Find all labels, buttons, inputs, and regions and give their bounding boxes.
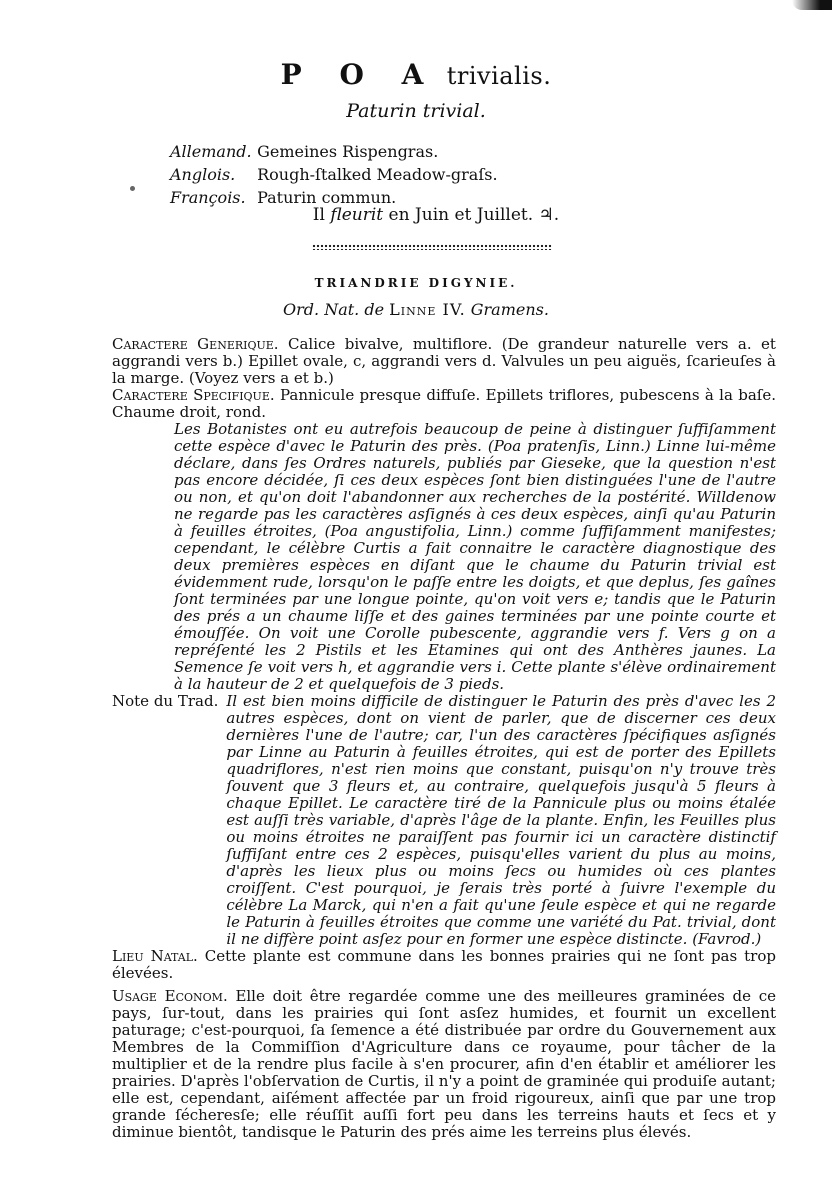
common-name: Rough-ſtalked Meadow-graſs. (257, 165, 498, 184)
family-name: Gramens. (470, 300, 549, 319)
section-label: Caractere Specifique. (112, 386, 275, 404)
note-label: Note du Trad. (112, 692, 219, 710)
dotted-divider (312, 244, 552, 250)
specific-character (112, 387, 776, 421)
native-habitat (112, 948, 776, 982)
generic-character (112, 336, 776, 387)
note-text: Il est bien moins difficile de distinguer le Paturin des près d'avec les 2 autres espèces, dont on vient de parler, que de discerner ces deux dernières l'une de l'autre; car, l'un des caractères ſpécifiques asſignés par Linne au Paturin à feuilles étroites, qui est de porter des Epillets quadriflores, n'est rien moins que constant, puisqu'on n'y trouve très ſouvent que 3 fleurs et, au contraire, quelquefois jusqu'à 5 fleurs à chaque Epillet. Le caractère tiré de la Pannicule plus ou moins étalée est auſſi très variable, d'après l'âge de la plante. Enfin, les Feuilles plus ou moins étroites ne paraiſſent pas fournir ici un caractère distinctif ſuffiſant entre ces 2 espèces, puisqu'elles varient du plus au moins, d'après les lieux plus ou moins ſecs ou humides où ces plantes croiſſent. C'est pourquoi, je ſerais très porté à ſuivre l'exemple du célèbre La Marck, qui n'en a fait qu'une ſeule espèce et qui ne regarde le Paturin à feuilles étroites que comme une variété du Pat. trivial, dont il ne diffère point asſez pour en former une espèce distincte. (Favrod.) (226, 692, 776, 948)
section-text: Cette plante est commune dans les bonnes prairies qui ne ſont pas trop élevées. (112, 947, 776, 982)
lang-label: François. (170, 188, 246, 207)
genus-name: P O A (280, 58, 438, 91)
ord-prefix: Ord. Nat. de (283, 300, 385, 319)
observation-paragraph: Les Botanistes ont eu autrefois beaucoup de peine à distinguer ſuffiſamment cette espèce d'avec le Paturin des près. (Poa pratenſis, Linn.) Linne lui-même déclare, dans ſes Ordres naturels, publiés par Gieseke, que la question n'est pas encore décidée, ſi ces deux espèces ſont bien distinguées l'une de l'autre ou non, et qu'on doit l'abandonner aux recherches de la postérité. Willdenow ne regarde pas les caractères asſignés à ces deux espèces, ainſi qu'au Paturin à feuilles étroites, (Poa angustifolia, Linn.) comme ſuffiſamment manifestes; cependant, le célèbre Curtis a fait connaitre le caractère diagnostique des deux premières espèces en diſant que le chaume du Paturin trivial est évidemment rude, lorsqu'on le paſſe entre les doigts, et que deplus, ſes gaînes ſont terminées par une longue pointe, qu'on voit vers e; tandis que le Paturin des prés a un chaume liſſe et des gaines terminées par une pointe courte et émouſſée. On voit une Corolle pubescente, aggrandie vers f. Vers g on a repréſenté les 2 Pistils et les Etamines qui ont des Anthères jaunes. La Semence ſe voit vers h, et aggrandie vers i. Cette plante s'élève ordinairement à la hauteur de 2 et quelquefois de 3 pieds. (174, 420, 776, 693)
section-text: Calice bivalve, multiflore. (De grandeur naturelle vers a. et aggrandi vers b.) Epillet ovale, c, aggrandi vers d. Valvules un peu aiguës, ſcarieuſes à la marge. (Voyez vers a et b.) (112, 335, 776, 387)
section-label: Lieu Natal. (112, 947, 198, 965)
translator-note (112, 693, 776, 948)
page-title (0, 58, 832, 91)
species-name: trivialis. (446, 62, 552, 90)
flowering-line (0, 205, 832, 225)
flowering-verb: fleurit (330, 205, 384, 225)
ink-dot (130, 186, 135, 191)
section-text: Elle doit être regardée comme une des meilleures graminées de ce pays, ſur-tout, dans les prairies qui ſont asſez humides, et fournit un excellent paturage; c'est-pourquoi, ſa ſemence a été distribuée par ordre du Gouvernement aux Membres de la Commiſſion d'Agriculture dans ce royaume, pour tâcher de la multiplier et de la rendre plus facile à s'en procurer, afin d'en établir et améliorer les prairies. D'après l'obſervation de Curtis, il n'y a point de graminée qui produiſe autant; elle est, cependant, aiſément affectée par un froid rigoureux, ainſi que par une trop grande ſécheresſe; elle réuſſit auſſi fort peu dans les terreins hauts et ſecs et y diminue bientôt, tandisque le Paturin des prés aime les terreins plus élevés. (112, 987, 776, 1141)
economic-use (112, 988, 776, 1141)
section-label: Usage Econom. (112, 987, 228, 1005)
section-label: Caractere Generique. (112, 335, 279, 353)
natural-order-line (0, 300, 832, 319)
lang-label: Allemand. (170, 142, 252, 161)
linne-order: Linne IV. (389, 300, 466, 319)
flowering-prefix: Il (312, 205, 325, 225)
main-text (112, 336, 776, 1141)
common-names (170, 140, 498, 209)
section-text: Pannicule presque diffuſe. Epillets triflores, pubescens à la baſe. Chaume droit, rond. (112, 386, 776, 421)
name-row-german (170, 140, 498, 163)
lang-label: Anglois. (170, 165, 236, 184)
name-row-english (170, 163, 498, 186)
common-name: Paturin commun. (257, 188, 397, 207)
common-name: Gemeines Rispengras. (257, 142, 439, 161)
flowering-text: en Juin et Juillet. ♃. (388, 205, 560, 225)
page-subtitle: Paturin trivial. (346, 100, 486, 122)
class-heading: TRIANDRIE DIGYNIE. (314, 276, 518, 290)
scan-edge-mark (792, 0, 832, 10)
